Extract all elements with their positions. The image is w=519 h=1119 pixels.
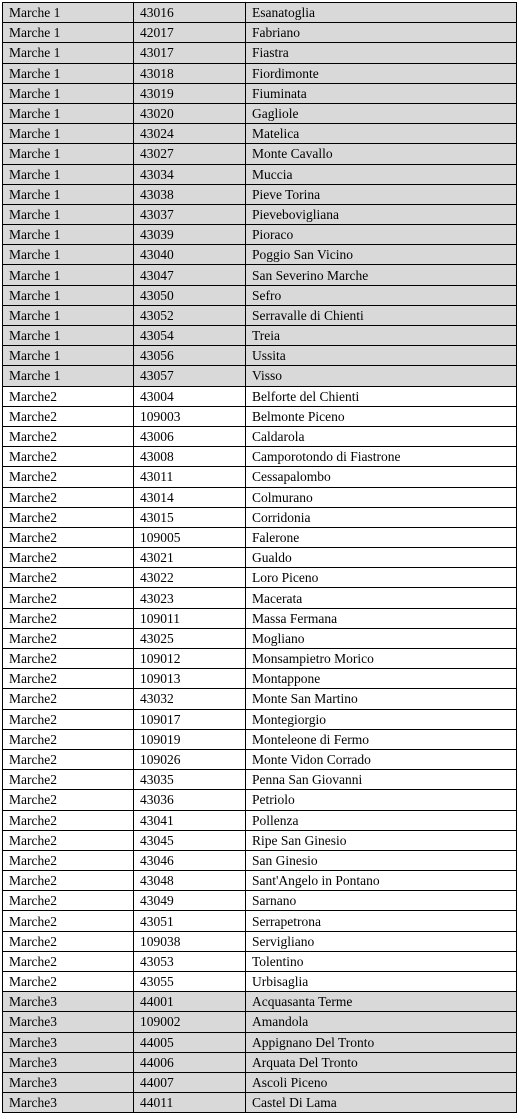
region-cell: Marche 1	[3, 184, 134, 204]
table-row	[3, 43, 517, 63]
table-row	[3, 467, 517, 487]
table-row	[3, 487, 517, 507]
region-cell: Marche2	[3, 770, 134, 790]
table-row	[3, 204, 517, 224]
municipality-cell: Tolentino	[246, 951, 517, 971]
municipality-cell: Servigliano	[246, 931, 517, 951]
region-cell: Marche2	[3, 810, 134, 830]
code-cell: 109026	[134, 749, 246, 769]
code-cell: 43035	[134, 770, 246, 790]
code-cell: 44007	[134, 1072, 246, 1092]
code-cell: 43006	[134, 426, 246, 446]
table-row	[3, 447, 517, 467]
code-cell: 43053	[134, 951, 246, 971]
municipality-cell: Corridonia	[246, 507, 517, 527]
code-cell: 43008	[134, 447, 246, 467]
region-cell: Marche2	[3, 931, 134, 951]
municipality-cell: Caldarola	[246, 426, 517, 446]
code-cell: 43055	[134, 972, 246, 992]
code-cell: 109011	[134, 608, 246, 628]
code-cell: 109013	[134, 669, 246, 689]
municipality-cell: Monteleone di Fermo	[246, 729, 517, 749]
municipality-table	[2, 2, 517, 1113]
table-row	[3, 850, 517, 870]
code-cell: 43023	[134, 588, 246, 608]
code-cell: 43040	[134, 245, 246, 265]
table-row	[3, 548, 517, 568]
region-cell: Marche2	[3, 386, 134, 406]
municipality-cell: Petriolo	[246, 790, 517, 810]
table-row	[3, 406, 517, 426]
municipality-cell: Montappone	[246, 669, 517, 689]
region-cell: Marche 1	[3, 285, 134, 305]
municipality-cell: Monsampietro Morico	[246, 649, 517, 669]
table-row	[3, 305, 517, 325]
municipality-cell: Pievebovigliana	[246, 204, 517, 224]
code-cell: 43016	[134, 3, 246, 23]
table-row	[3, 588, 517, 608]
region-cell: Marche2	[3, 507, 134, 527]
table-row	[3, 931, 517, 951]
region-cell: Marche2	[3, 548, 134, 568]
table-row	[3, 265, 517, 285]
code-cell: 44005	[134, 1032, 246, 1052]
code-cell: 109003	[134, 406, 246, 426]
code-cell: 43024	[134, 124, 246, 144]
code-cell: 109012	[134, 649, 246, 669]
region-cell: Marche 1	[3, 23, 134, 43]
municipality-cell: Ascoli Piceno	[246, 1072, 517, 1092]
municipality-cell: Montegiorgio	[246, 709, 517, 729]
region-cell: Marche 1	[3, 124, 134, 144]
municipality-cell: Amandola	[246, 1012, 517, 1032]
region-cell: Marche 1	[3, 225, 134, 245]
municipality-cell: Macerata	[246, 588, 517, 608]
table-row	[3, 23, 517, 43]
code-cell: 43049	[134, 891, 246, 911]
region-cell: Marche2	[3, 628, 134, 648]
municipality-cell: Fiuminata	[246, 83, 517, 103]
region-cell: Marche 1	[3, 245, 134, 265]
municipality-cell: Arquata Del Tronto	[246, 1052, 517, 1072]
municipality-cell: Pieve Torina	[246, 184, 517, 204]
table-row	[3, 285, 517, 305]
code-cell: 43015	[134, 507, 246, 527]
region-cell: Marche 1	[3, 83, 134, 103]
region-cell: Marche3	[3, 992, 134, 1012]
municipality-cell: Monte Vidon Corrado	[246, 749, 517, 769]
table-row	[3, 225, 517, 245]
region-cell: Marche2	[3, 709, 134, 729]
code-cell: 43019	[134, 83, 246, 103]
code-cell: 109017	[134, 709, 246, 729]
region-cell: Marche2	[3, 588, 134, 608]
code-cell: 43047	[134, 265, 246, 285]
municipality-cell: Poggio San Vicino	[246, 245, 517, 265]
region-cell: Marche2	[3, 406, 134, 426]
municipality-cell: Monte Cavallo	[246, 144, 517, 164]
table-row	[3, 729, 517, 749]
table-row	[3, 164, 517, 184]
municipality-cell: Matelica	[246, 124, 517, 144]
code-cell: 43054	[134, 326, 246, 346]
table-row	[3, 749, 517, 769]
region-cell: Marche 1	[3, 366, 134, 386]
table-row	[3, 628, 517, 648]
municipality-cell: San Ginesio	[246, 850, 517, 870]
region-cell: Marche2	[3, 669, 134, 689]
code-cell: 43038	[134, 184, 246, 204]
code-cell: 109038	[134, 931, 246, 951]
region-cell: Marche3	[3, 1093, 134, 1113]
table-row	[3, 426, 517, 446]
municipality-cell: Mogliano	[246, 628, 517, 648]
municipality-cell: Pioraco	[246, 225, 517, 245]
municipality-cell: Esanatoglia	[246, 3, 517, 23]
code-cell: 43004	[134, 386, 246, 406]
region-cell: Marche2	[3, 527, 134, 547]
code-cell: 43056	[134, 346, 246, 366]
table-row	[3, 63, 517, 83]
table-row	[3, 103, 517, 123]
region-cell: Marche2	[3, 951, 134, 971]
code-cell: 109002	[134, 1012, 246, 1032]
table-row	[3, 891, 517, 911]
municipality-cell: Fiordimonte	[246, 63, 517, 83]
code-cell: 43018	[134, 63, 246, 83]
municipality-cell: Sefro	[246, 285, 517, 305]
municipality-cell: Massa Fermana	[246, 608, 517, 628]
region-cell: Marche2	[3, 568, 134, 588]
code-cell: 43020	[134, 103, 246, 123]
table-row	[3, 810, 517, 830]
code-cell: 43034	[134, 164, 246, 184]
table-row	[3, 1052, 517, 1072]
region-cell: Marche3	[3, 1072, 134, 1092]
code-cell: 42017	[134, 23, 246, 43]
region-cell: Marche2	[3, 426, 134, 446]
table-row	[3, 1032, 517, 1052]
municipality-cell: Treia	[246, 326, 517, 346]
code-cell: 43032	[134, 689, 246, 709]
code-cell: 43036	[134, 790, 246, 810]
region-cell: Marche 1	[3, 3, 134, 23]
region-cell: Marche2	[3, 487, 134, 507]
code-cell: 43017	[134, 43, 246, 63]
code-cell: 43046	[134, 850, 246, 870]
region-cell: Marche2	[3, 871, 134, 891]
table-row	[3, 830, 517, 850]
municipality-cell: Appignano Del Tronto	[246, 1032, 517, 1052]
municipality-cell: Fabriano	[246, 23, 517, 43]
region-cell: Marche 1	[3, 164, 134, 184]
code-cell: 44006	[134, 1052, 246, 1072]
region-cell: Marche2	[3, 689, 134, 709]
table-row	[3, 992, 517, 1012]
municipality-cell: Sarnano	[246, 891, 517, 911]
code-cell: 43051	[134, 911, 246, 931]
municipality-cell: Cessapalombo	[246, 467, 517, 487]
municipality-cell: Urbisaglia	[246, 972, 517, 992]
table-row	[3, 972, 517, 992]
code-cell: 43050	[134, 285, 246, 305]
table-row	[3, 245, 517, 265]
table-row	[3, 83, 517, 103]
table-row	[3, 386, 517, 406]
table-row	[3, 568, 517, 588]
region-cell: Marche3	[3, 1012, 134, 1032]
table-row	[3, 366, 517, 386]
code-cell: 44001	[134, 992, 246, 1012]
code-cell: 43025	[134, 628, 246, 648]
region-cell: Marche2	[3, 911, 134, 931]
region-cell: Marche2	[3, 790, 134, 810]
code-cell: 43021	[134, 548, 246, 568]
municipality-cell: Serrapetrona	[246, 911, 517, 931]
code-cell: 43041	[134, 810, 246, 830]
region-cell: Marche 1	[3, 326, 134, 346]
code-cell: 43037	[134, 204, 246, 224]
code-cell: 43039	[134, 225, 246, 245]
code-cell: 43045	[134, 830, 246, 850]
municipality-cell: Serravalle di Chienti	[246, 305, 517, 325]
municipality-cell: Ripe San Ginesio	[246, 830, 517, 850]
table-row	[3, 649, 517, 669]
table-row	[3, 871, 517, 891]
code-cell: 109019	[134, 729, 246, 749]
code-cell: 43022	[134, 568, 246, 588]
table-row	[3, 669, 517, 689]
region-cell: Marche 1	[3, 346, 134, 366]
code-cell: 43052	[134, 305, 246, 325]
region-cell: Marche2	[3, 830, 134, 850]
municipality-cell: Belforte del Chienti	[246, 386, 517, 406]
table-row	[3, 507, 517, 527]
municipality-cell: Ussita	[246, 346, 517, 366]
region-cell: Marche2	[3, 608, 134, 628]
region-cell: Marche2	[3, 850, 134, 870]
municipality-cell: Camporotondo di Fiastrone	[246, 447, 517, 467]
municipality-cell: Pollenza	[246, 810, 517, 830]
region-cell: Marche2	[3, 972, 134, 992]
code-cell: 43057	[134, 366, 246, 386]
table-row	[3, 527, 517, 547]
code-cell: 43027	[134, 144, 246, 164]
code-cell: 43014	[134, 487, 246, 507]
region-cell: Marche3	[3, 1032, 134, 1052]
municipality-cell: Fiastra	[246, 43, 517, 63]
region-cell: Marche2	[3, 729, 134, 749]
table-body	[3, 3, 517, 1113]
table-row	[3, 144, 517, 164]
table-row	[3, 326, 517, 346]
municipality-cell: Falerone	[246, 527, 517, 547]
code-cell: 44011	[134, 1093, 246, 1113]
table-row	[3, 951, 517, 971]
region-cell: Marche2	[3, 447, 134, 467]
region-cell: Marche 1	[3, 265, 134, 285]
code-cell: 43048	[134, 871, 246, 891]
table-row	[3, 1072, 517, 1092]
region-cell: Marche 1	[3, 144, 134, 164]
table-row	[3, 346, 517, 366]
table-row	[3, 790, 517, 810]
table-row	[3, 770, 517, 790]
table-row	[3, 911, 517, 931]
municipality-cell: Gualdo	[246, 548, 517, 568]
municipality-cell: Castel Di Lama	[246, 1093, 517, 1113]
region-cell: Marche 1	[3, 204, 134, 224]
table-row	[3, 608, 517, 628]
region-cell: Marche3	[3, 1052, 134, 1072]
municipality-cell: San Severino Marche	[246, 265, 517, 285]
municipality-cell: Belmonte Piceno	[246, 406, 517, 426]
region-cell: Marche2	[3, 467, 134, 487]
table-row	[3, 1093, 517, 1113]
code-cell: 109005	[134, 527, 246, 547]
code-cell: 43011	[134, 467, 246, 487]
table-row	[3, 709, 517, 729]
municipality-cell: Sant'Angelo in Pontano	[246, 871, 517, 891]
table-row	[3, 689, 517, 709]
region-cell: Marche2	[3, 749, 134, 769]
region-cell: Marche 1	[3, 63, 134, 83]
region-cell: Marche2	[3, 649, 134, 669]
municipality-cell: Loro Piceno	[246, 568, 517, 588]
municipality-cell: Visso	[246, 366, 517, 386]
table-row	[3, 184, 517, 204]
municipality-cell: Gagliole	[246, 103, 517, 123]
municipality-cell: Muccia	[246, 164, 517, 184]
table-row	[3, 1012, 517, 1032]
municipality-cell: Penna San Giovanni	[246, 770, 517, 790]
region-cell: Marche 1	[3, 103, 134, 123]
municipality-cell: Colmurano	[246, 487, 517, 507]
table-row	[3, 3, 517, 23]
table-row	[3, 124, 517, 144]
municipality-cell: Acquasanta Terme	[246, 992, 517, 1012]
region-cell: Marche 1	[3, 43, 134, 63]
region-cell: Marche 1	[3, 305, 134, 325]
region-cell: Marche2	[3, 891, 134, 911]
municipality-cell: Monte San Martino	[246, 689, 517, 709]
